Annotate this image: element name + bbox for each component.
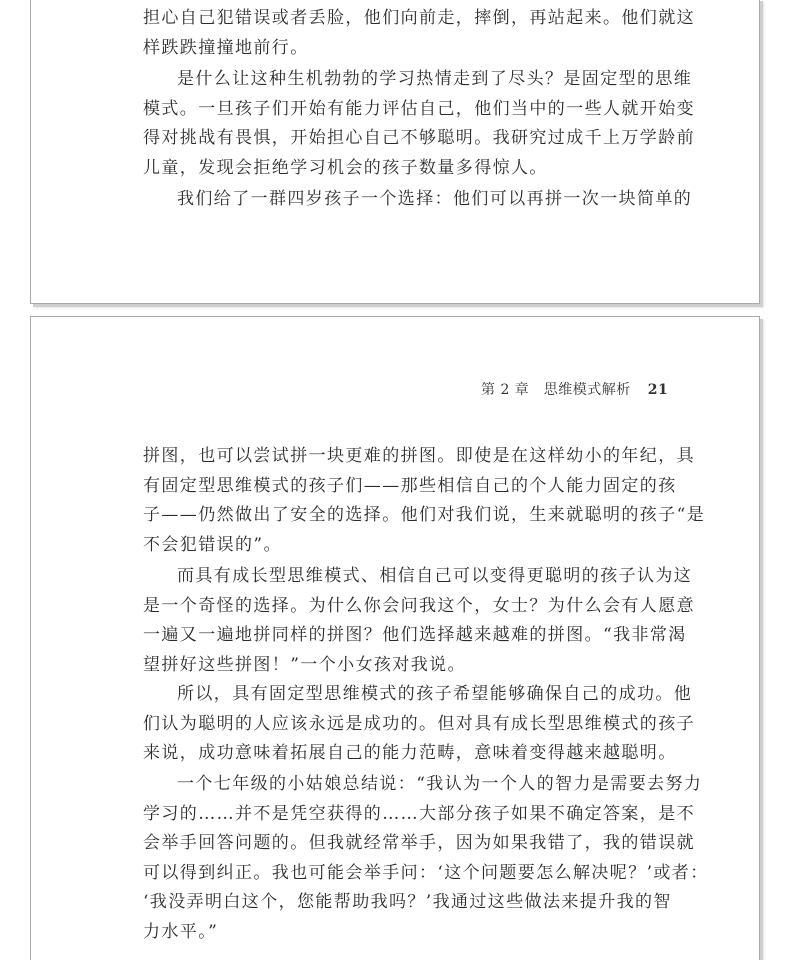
text-line: 一个七年级的小姑娘总结说：“我认为一个人的智力是需要去努力 [177, 774, 703, 794]
text-line: 来说，成功意味着拓展自己的能力范畴，意味着变得越来越聪明。 [143, 743, 677, 764]
page-20 [30, 0, 760, 304]
paragraph [143, 680, 695, 769]
paragraph [143, 185, 692, 215]
text-line: 力水平。” [143, 921, 219, 942]
text-line: 子——仍然做出了安全的选择。他们对我们说，生来就聪明的孩子“是 [143, 505, 706, 526]
text-line: 可以得到纠正。我也可能会举手问：‘这个问题要怎么解决呢？’或者： [143, 862, 709, 883]
text-line: 学习的……并不是凭空获得的……大部分孩子如果不确定答案，是不 [143, 803, 695, 824]
paragraph [143, 770, 709, 948]
running-header [481, 379, 668, 399]
text-line: 不会犯错误的”。 [143, 534, 282, 555]
paragraph [143, 65, 695, 183]
text-line: 得对挑战有畏惧，开始担心自己不够聪明。我研究过成千上万学龄前 [143, 128, 695, 149]
text-line: 担心自己犯错误或者丢脸，他们向前走，摔倒，再站起来。他们就这 [143, 8, 695, 28]
text-line: 有固定型思维模式的孩子们——那些相信自己的个人能力固定的孩 [143, 475, 677, 496]
text-line: 而具有成长型思维模式、相信自己可以变得更聪明的孩子认为这 [177, 566, 693, 586]
text-line: 们认为聪明的人应该永远是成功的。但对具有成长型思维模式的孩子 [143, 713, 695, 734]
text-line: 儿童，发现会拒绝学习机会的孩子数量多得惊人。 [143, 157, 548, 178]
text-line: 是一个奇怪的选择。为什么你会问我这个，女士？为什么会有人愿意 [143, 595, 695, 616]
text-line: 样跌跌撞撞地前行。 [143, 37, 309, 58]
page-number: 21 [647, 382, 669, 398]
paragraph [143, 562, 695, 680]
text-line: 拼图，也可以尝试拼一块更难的拼图。即使是在这样幼小的年纪，具 [143, 446, 695, 466]
text-line: 会举手回答问题的。但我就经常举手，因为如果我错了，我的错误就 [143, 833, 695, 854]
text-line: 一遍又一遍地拼同样的拼图？他们选择越来越难的拼图。“我非常渴 [143, 625, 687, 646]
paragraph [143, 442, 705, 560]
text-line: 我们给了一群四岁孩子一个选择：他们可以再拼一次一块简单的 [177, 189, 693, 209]
page-21 [30, 316, 760, 960]
text-line: 所以，具有固定型思维模式的孩子希望能够确保自己的成功。他 [177, 684, 693, 704]
text-line: 模式。一旦孩子们开始有能力评估自己，他们当中的一些人就开始变 [143, 98, 695, 119]
text-line: 是什么让这种生机勃勃的学习热情走到了尽头？是固定型的思维 [177, 69, 693, 89]
chapter-title: 第 2 章 思维模式解析 [481, 382, 631, 398]
text-line: ‘我没弄明白这个，您能帮助我吗？’我通过这些做法来提升我的智 [143, 892, 672, 913]
paragraph [143, 4, 695, 63]
text-line: 望拼好这些拼图！”一个小女孩对我说。 [143, 654, 466, 675]
